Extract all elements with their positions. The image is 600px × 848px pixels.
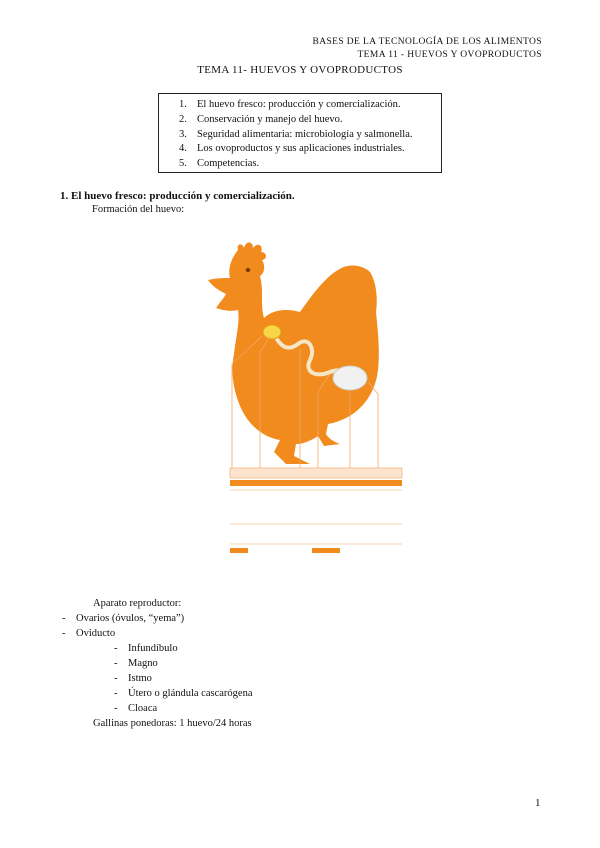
stage-table [230,468,402,544]
toc-text: El huevo fresco: producción y comercialización. [197,99,401,110]
sub-list-item [114,673,152,684]
egg-icon [333,366,367,390]
toc-number: 3. [179,128,187,140]
toc-number: 5. [179,158,187,170]
toc-text: Seguridad alimentaria: microbiología y salmonella. [197,128,413,140]
toc-text: Conservación y manejo del huevo. [197,113,343,125]
list-dash: - [114,688,118,699]
list-dash: - [62,628,66,639]
hen-silhouette-icon [208,242,379,464]
list-dash: - [114,673,118,684]
list-item [62,628,115,639]
ovary-yolk-icon [263,325,281,339]
toc-number: 2. [179,113,187,125]
egg-formation-diagram [200,232,410,562]
table-of-contents [158,93,442,173]
running-header-topic: TEMA 11 - HUEVOS Y OVOPRODUCTOS [357,50,542,60]
sub-list-item-text: Infundíbulo [128,643,178,654]
toc-text: Competencias. [197,158,260,170]
running-header-course: BASES DE LA TECNOLOGÍA DE LOS ALIMENTOS [312,37,542,47]
sub-list-item [114,688,252,699]
toc-item [179,157,435,172]
reproductive-title: Aparato reproductor: [93,598,182,609]
toc-item [179,128,435,143]
list-dash: - [114,643,118,654]
page-title: TEMA 11- HUEVOS Y OVOPRODUCTOS [197,64,403,76]
sub-list-item-text: Útero o glándula cascarógena [128,688,253,699]
stage-bar [230,480,402,486]
laying-rate-note: Gallinas ponedoras: 1 huevo/24 horas [93,718,252,729]
list-item [62,613,184,624]
sub-list-item-text: Magno [128,658,158,669]
toc-number: 4. [179,143,187,155]
section-subheading: Formación del huevo: [92,204,185,215]
list-item-text: Ovarios (óvulos, “yema”) [76,613,185,624]
stage-marker [312,548,340,553]
sub-list-item-text: Istmo [128,673,152,684]
list-item-text: Oviducto [76,628,116,639]
sub-list-item [114,703,157,714]
sub-list-item-text: Cloaca [128,703,158,714]
toc-item [179,142,435,157]
toc-item [179,113,435,128]
list-dash: - [114,703,118,714]
page-number: 1 [535,797,541,809]
sub-list-item [114,643,178,654]
list-dash: - [114,658,118,669]
section-heading: 1. El huevo fresco: producción y comercialización. [60,190,295,202]
stage-marker [230,548,248,553]
list-dash: - [62,613,66,624]
toc-number: 1. [179,99,187,110]
sub-list-item [114,658,158,669]
toc-item [179,98,435,113]
toc-text: Los ovoproductos y sus aplicaciones industriales. [197,143,405,155]
